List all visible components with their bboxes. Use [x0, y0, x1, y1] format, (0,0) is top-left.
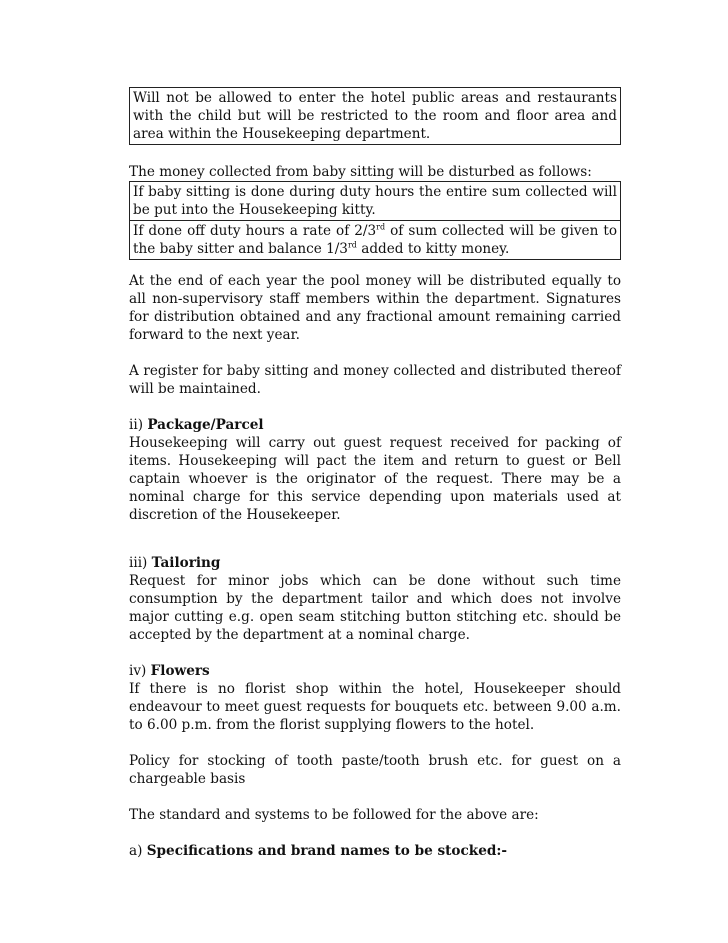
page-content [129, 87, 621, 860]
duty-hours-text: If baby sitting is done during duty hours the entire sum collected will be put into the Housekeeping kitty. [133, 184, 617, 218]
standard-paragraph: The standard and systems to be followed for the above are: [129, 807, 539, 823]
restriction-text: Will not be allowed to enter the hotel public areas and restaurants with the child but will be restricted to the room and floor area and area within the Housekeeping department. [133, 90, 617, 142]
off-duty-box [129, 221, 621, 260]
tailoring-heading: iii) Tailoring [129, 555, 221, 571]
pool-money-paragraph: At the end of each year the pool money will be distributed equally to all non-supervisory staff members within the department. Signatures for distribution obtained and any fractional amount remaining carried forward to the next year. [129, 273, 621, 343]
flowers-body: If there is no florist shop within the hotel, Housekeeper should endeavour to meet guest requests for bouquets etc. between 9.00 a.m. to 6.00 p.m. from the florist supplying flowers to the hotel. [129, 681, 621, 733]
package-body: Housekeeping will carry out guest request received for packing of items. Housekeeping will pact the item and return to guest or Bell captain whoever is the originator of the request. There may be a nominal charge for this service depending upon materials used at discretion of the Housekeeper. [129, 435, 621, 523]
policy-paragraph: Policy for stocking of tooth paste/tooth brush etc. for guest on a chargeable basis [129, 753, 621, 787]
register-paragraph: A register for baby sitting and money collected and distributed thereof will be maintained. [129, 363, 621, 397]
flowers-heading: iv) Flowers [129, 663, 210, 679]
restriction-box [129, 87, 621, 145]
package-heading: ii) Package/Parcel [129, 417, 264, 433]
off-duty-text: If done off duty hours a rate of 2/3rd of sum collected will be given to the baby sitter and balance 1/3rd added to kitty money. [133, 222, 618, 257]
specifications-heading: a) Specifications and brand names to be stocked:- [129, 843, 508, 859]
tailoring-body: Request for minor jobs which can be done without such time consumption by the department tailor and which does not involve major cutting e.g. open seam stitching button stitching etc. should be accepted by the department at a nominal charge. [129, 573, 621, 643]
duty-hours-box [129, 181, 621, 221]
money-intro: The money collected from baby sitting will be disturbed as follows: [129, 164, 592, 180]
